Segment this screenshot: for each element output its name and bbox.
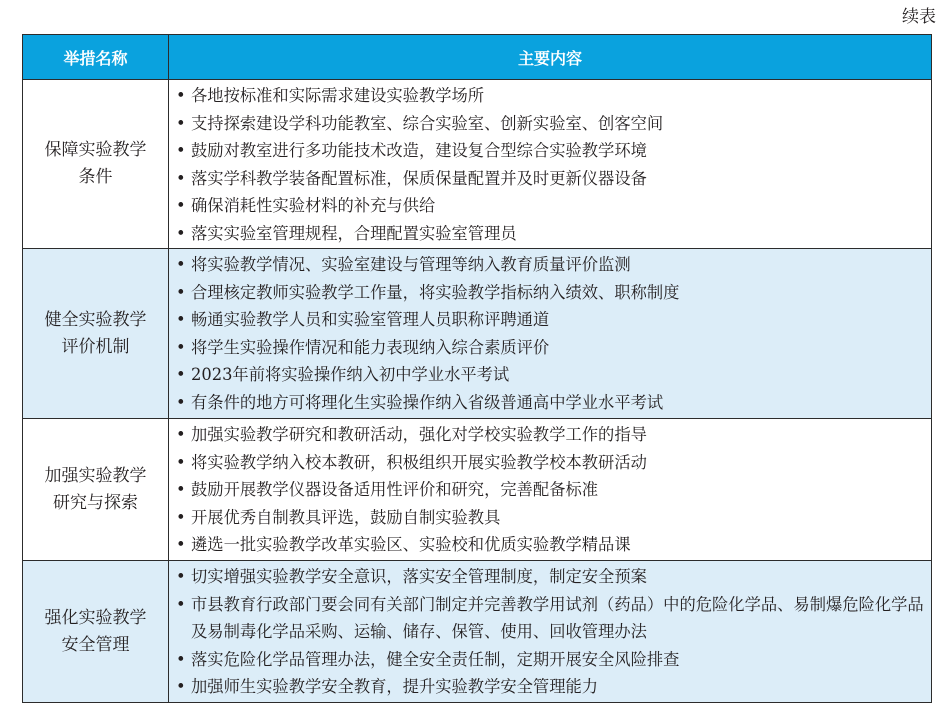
bullet-icon: • <box>176 567 186 586</box>
measure-name-line: 安全管理 <box>61 634 130 655</box>
bullet-icon: • <box>176 535 186 554</box>
list-item <box>176 476 925 504</box>
list-item-text: 将实验教学纳入校本教研，积极组织开展实验教学校本教研活动 <box>191 452 647 472</box>
measure-name-cell <box>23 249 169 419</box>
list-item-text: 支持探索建设学科功能教室、综合实验室、创新实验室、创客空间 <box>191 113 664 133</box>
list-item <box>176 421 925 449</box>
list-item-text: 将实验教学情况、实验室建设与管理等纳入教育质量评价监测 <box>191 255 631 274</box>
content-list <box>176 82 925 247</box>
list-item <box>176 646 925 674</box>
list-item <box>176 82 925 110</box>
table-row <box>23 80 932 249</box>
content-cell <box>169 249 932 419</box>
list-item <box>176 361 925 389</box>
measure-name-line: 强化实验教学 <box>44 607 147 628</box>
bullet-icon: • <box>176 392 186 412</box>
measure-name-line: 条件 <box>78 167 113 187</box>
bullet-icon: • <box>176 452 186 472</box>
bullet-icon: • <box>176 649 186 669</box>
list-item-text: 市县教育行政部门要会同有关部门制定并完善教学用试剂（药品）中的危险化学品、易制爆危险化学品及易制毒化学品采购、运输、储存、保管、使用、回收管理办法 <box>191 594 924 641</box>
list-item-text: 确保消耗性实验材料的补充与供给 <box>191 196 436 215</box>
content-cell <box>169 80 932 249</box>
list-item <box>176 192 925 220</box>
list-item-text: 2023年前将实验操作纳入初中学业水平考试 <box>191 365 510 384</box>
list-item <box>176 673 925 701</box>
list-item <box>176 334 925 362</box>
measure-name-line: 保障实验教学 <box>44 140 147 160</box>
list-item-text: 鼓励对教室进行多功能技术改造，建设复合型综合实验教学环境 <box>191 141 647 160</box>
list-item-text: 加强师生实验教学安全教育，提升实验教学安全管理能力 <box>191 677 599 696</box>
measures-table <box>22 34 932 703</box>
bullet-icon: • <box>176 223 186 243</box>
table-row <box>23 419 932 561</box>
list-item <box>176 137 925 165</box>
list-item <box>176 110 925 138</box>
content-list <box>176 251 925 416</box>
list-item-text: 畅通实验教学人员和实验室管理人员职称评聘通道 <box>191 310 550 329</box>
measure-name-line: 研究与探索 <box>53 492 138 513</box>
list-item-text: 落实学科教学装备配置标准，保质保量配置并及时更新仪器设备 <box>191 168 647 188</box>
table-row <box>23 561 932 703</box>
list-item-text: 开展优秀自制教具评选，鼓励自制实验教具 <box>191 507 501 527</box>
measure-name-line: 加强实验教学 <box>44 465 147 486</box>
bullet-icon: • <box>176 196 186 215</box>
list-item-text: 鼓励开展教学仪器设备适用性评价和研究，完善配备标准 <box>191 480 599 499</box>
bullet-icon: • <box>176 86 186 105</box>
bullet-icon: • <box>176 337 186 357</box>
list-item <box>176 251 925 279</box>
content-list <box>176 421 925 559</box>
list-item <box>176 389 925 417</box>
content-cell <box>169 419 932 561</box>
measure-name-cell <box>23 80 169 249</box>
list-item <box>176 220 925 248</box>
measure-name-line: 评价机制 <box>61 336 130 357</box>
table-row <box>23 249 932 419</box>
list-item-text: 各地按标准和实际需求建设实验教学场所 <box>191 86 485 105</box>
bullet-icon: • <box>176 507 186 527</box>
column-header-measure-name: 举措名称 <box>23 35 169 80</box>
table-header-row <box>23 35 932 80</box>
list-item-text: 落实实验室管理规程，合理配置实验室管理员 <box>191 223 517 243</box>
bullet-icon: • <box>176 168 186 188</box>
list-item-text: 将学生实验操作情况和能力表现纳入综合素质评价 <box>191 337 550 357</box>
list-item <box>176 563 925 591</box>
list-item <box>176 591 925 646</box>
bullet-icon: • <box>176 365 186 384</box>
bullet-icon: • <box>176 480 186 499</box>
list-item-text: 有条件的地方可将理化生实验操作纳入省级普通高中学业水平考试 <box>191 392 664 412</box>
measure-name-cell <box>23 419 169 561</box>
bullet-icon: • <box>176 141 186 160</box>
list-item-text: 遴选一批实验教学改革实验区、实验校和优质实验教学精品课 <box>191 535 631 554</box>
bullet-icon: • <box>176 425 186 444</box>
list-item <box>176 279 925 307</box>
column-header-main-content: 主要内容 <box>169 35 932 80</box>
list-item <box>176 504 925 532</box>
list-item-text: 合理核定教师实验教学工作量，将实验教学指标纳入绩效、职称制度 <box>191 282 680 302</box>
list-item <box>176 306 925 334</box>
bullet-icon: • <box>176 282 186 302</box>
continued-label: 续表 <box>902 7 936 27</box>
bullet-icon: • <box>176 677 186 696</box>
list-item <box>176 165 925 193</box>
list-item <box>176 449 925 477</box>
content-list <box>176 563 925 701</box>
measure-name-cell <box>23 561 169 703</box>
bullet-icon: • <box>176 255 186 274</box>
bullet-icon: • <box>176 113 186 133</box>
content-cell <box>169 561 932 703</box>
measure-name-line: 健全实验教学 <box>44 309 147 330</box>
list-item-text: 切实增强实验教学安全意识，落实安全管理制度，制定安全预案 <box>191 567 647 586</box>
list-item <box>176 531 925 559</box>
bullet-icon: • <box>176 594 186 614</box>
list-item-text: 加强实验教学研究和教研活动，强化对学校实验教学工作的指导 <box>191 425 647 444</box>
bullet-icon: • <box>176 310 186 329</box>
list-item-text: 落实危险化学品管理办法，健全安全责任制，定期开展安全风险排查 <box>191 649 680 669</box>
